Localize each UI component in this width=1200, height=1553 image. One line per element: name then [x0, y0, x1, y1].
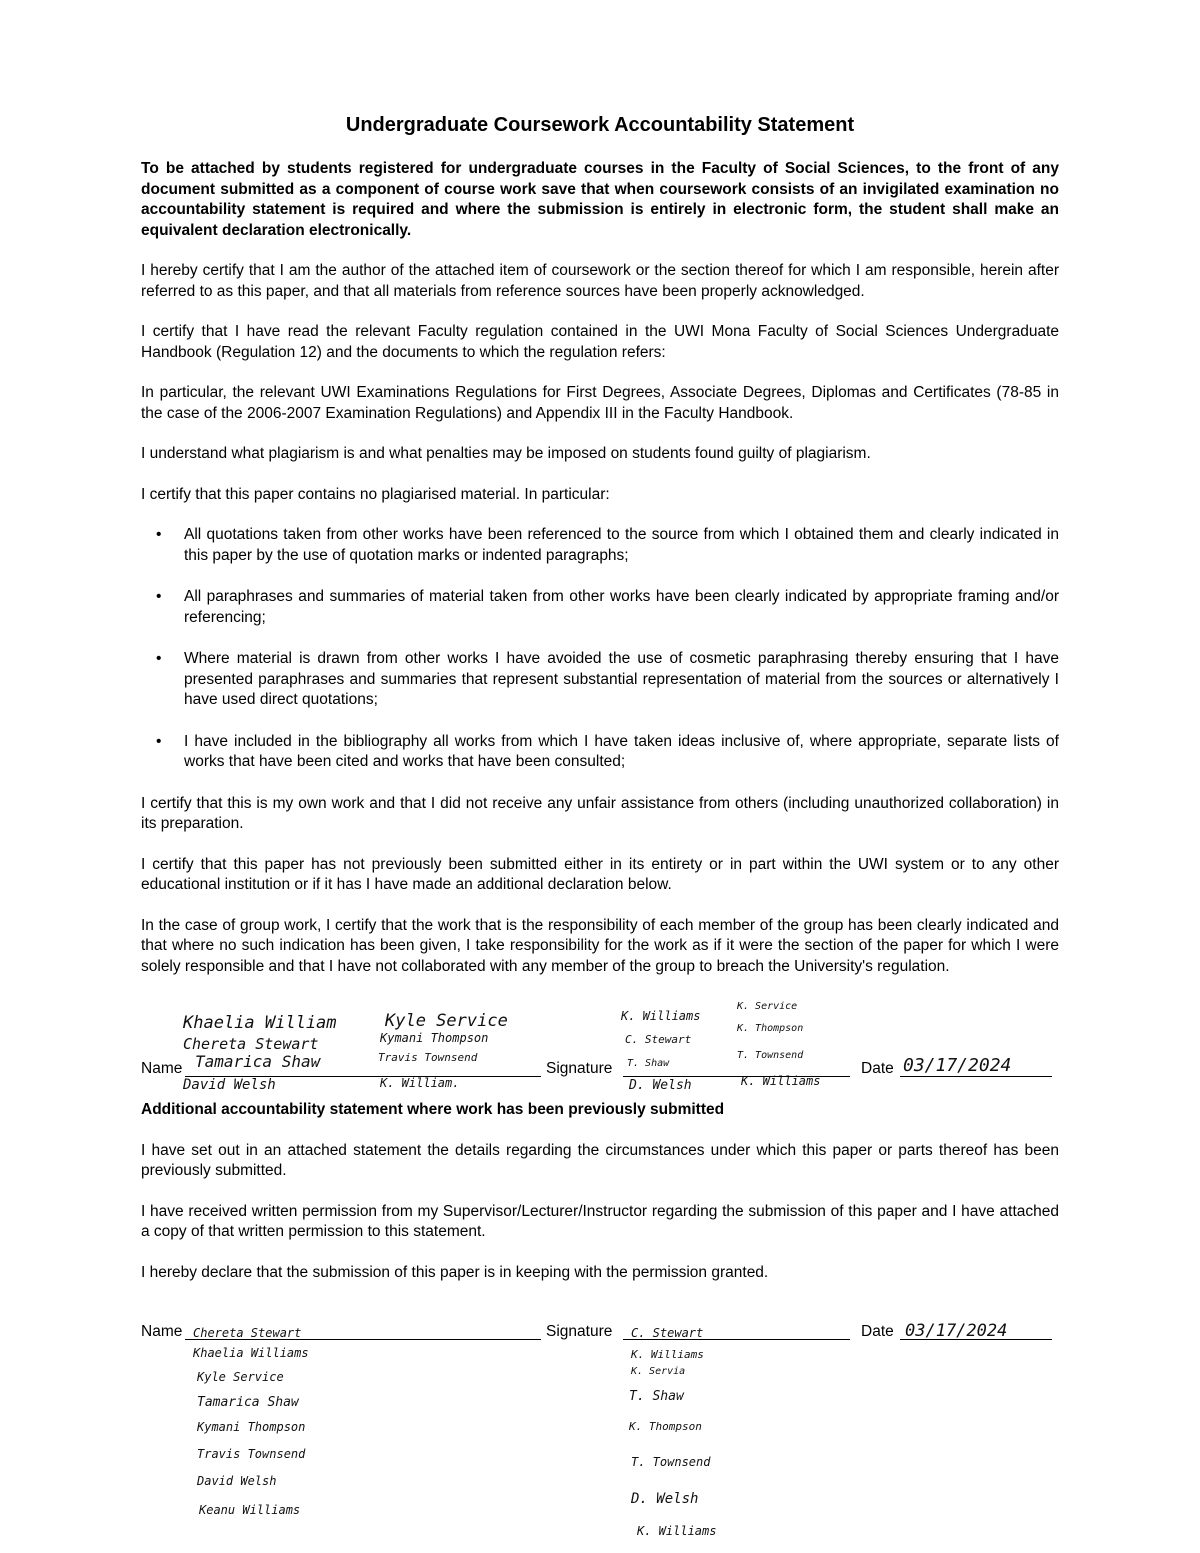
handwritten-name: Kyle Service [385, 1011, 508, 1031]
handwritten-name: David Welsh [183, 1077, 276, 1093]
handwritten-signature: K. Williams [621, 1009, 701, 1023]
name-line [185, 1339, 541, 1340]
date-line [900, 1339, 1052, 1340]
paragraph: In the case of group work, I certify that the work that is the responsibility of each member of the group has been clearly indicated and that where no such indication has been given, I take responsibility for the work as if it were the section of the paper for which I were solely responsible and that I have not collaborated with any member of the group to breach the University's regulation. [141, 916, 1059, 975]
handwritten-signature: K. Servia [631, 1366, 686, 1377]
paragraph: I certify that this is my own work and that I did not receive any unfair assistance from others (including unauthorized collaboration) in its preparation. [141, 794, 1059, 832]
handwritten-signature: C. Stewart [631, 1326, 704, 1340]
signature-line [623, 1339, 850, 1340]
paragraph: In particular, the relevant UWI Examinations Regulations for First Degrees, Associate Degrees, Diplomas and Certificates (78-85 in the case of the 2006-2007 Examination Regulations) and Appendix III in the Faculty Handbook. [141, 384, 1059, 422]
date-label: Date [861, 1060, 894, 1077]
date-label: Date [861, 1323, 894, 1340]
paragraph: I have set out in an attached statement the details regarding the circumstances under which this paper or parts thereof has been previously submitted. [141, 1141, 1059, 1179]
handwritten-name: Khaelia Williams [193, 1346, 309, 1360]
handwritten-signature: K. Thompson [737, 1023, 804, 1034]
handwritten-signature: K. Thompson [629, 1420, 702, 1433]
signature-label: Signature [546, 1323, 613, 1340]
handwritten-name: Keanu Williams [199, 1503, 301, 1517]
handwritten-name: Kymani Thompson [197, 1420, 306, 1434]
handwritten-signature: K. Williams [741, 1074, 821, 1088]
list-item: • Where material is drawn from other works I have avoided the use of cosmetic paraphrasing thereby ensuring that I have presented paraphrases and summaries that represent substantial representation of material from the sources or alternatively I have used direct quotations; [156, 650, 1059, 708]
paragraph: I certify that this paper contains no plagiarised material. In particular: [141, 485, 610, 503]
paragraph: I certify that I have read the relevant Faculty regulation contained in the UWI Mona Faculty of Social Sciences Undergraduate Handbook (Regulation 12) and the documents to which the regulation refers: [141, 323, 1059, 361]
paragraph: I understand what plagiarism is and what penalties may be imposed on students found guilty of plagiarism. [141, 445, 871, 462]
handwritten-signature: D. Welsh [631, 1491, 699, 1507]
name-line [185, 1076, 541, 1077]
page-title: Undergraduate Coursework Accountability Statement [345, 114, 855, 136]
name-label: Name [141, 1060, 183, 1077]
handwritten-date: 03/17/2024 [903, 1055, 1012, 1076]
paragraph: I certify that this paper has not previously been submitted either in its entirety or in part within the UWI system or to any other educational institution or if it has I have made an additional declaration below. [141, 855, 1059, 893]
handwritten-name: Kymani Thompson [380, 1031, 489, 1045]
list-item: • I have included in the bibliography all works from which I have taken ideas inclusive of, where appropriate, separate lists of works that have been cited and works that have been consulted; [156, 732, 1059, 770]
signature-label: Signature [546, 1060, 613, 1077]
handwritten-date: 03/17/2024 [905, 1321, 1008, 1341]
handwritten-signature: K. Williams [631, 1348, 704, 1361]
handwritten-signature: K. Service [737, 1001, 798, 1012]
handwritten-name: Travis Townsend [197, 1447, 306, 1461]
signature-line [623, 1076, 850, 1077]
statement-page [141, 114, 1059, 977]
handwritten-signature: T. Townsend [737, 1050, 804, 1061]
paragraph: I hereby certify that I am the author of the attached item of coursework or the section thereof for which I am responsible, herein after referred to as this paper, and that all materials from reference sources have been properly acknowledged. [141, 262, 1059, 300]
list-item: • All quotations taken from other works have been referenced to the source from which I obtained them and clearly indicated in this paper by the use of quotation marks or indented paragraphs; [156, 526, 1059, 564]
name-label: Name [141, 1323, 183, 1340]
date-line [900, 1076, 1052, 1077]
handwritten-name: Travis Townsend [378, 1051, 478, 1064]
handwritten-signature: D. Welsh [629, 1078, 692, 1093]
handwritten-name: David Welsh [197, 1474, 277, 1488]
handwritten-signature: K. Williams [637, 1524, 717, 1538]
handwritten-name: Tamarica Shaw [197, 1395, 299, 1410]
handwritten-signature: C. Stewart [625, 1033, 692, 1046]
handwritten-signature: T. Shaw [629, 1389, 684, 1404]
handwritten-name: Khaelia William [183, 1013, 337, 1033]
handwritten-name: Kyle Service [197, 1370, 284, 1384]
handwritten-name: K. William. [380, 1076, 460, 1090]
intro-paragraph: To be attached by students registered for undergraduate courses in the Faculty of Social Sciences, to the front of any document submitted as a component of course work save that when coursework consists of an invigilated examination no accountability statement is required and where the submission is entirely in electronic form, the student shall make an equivalent declaration electronically. [141, 160, 1059, 239]
handwritten-name: Chereta Stewart [183, 1035, 319, 1053]
additional-heading: Additional accountability statement where work has been previously submitted [141, 1101, 725, 1118]
handwritten-signature: T. Shaw [627, 1058, 670, 1069]
list-item: • All paraphrases and summaries of material taken from other works have been clearly indicated by appropriate framing and/or referencing; [156, 588, 1059, 626]
handwritten-name: Tamarica Shaw [195, 1052, 321, 1071]
paragraph: I have received written permission from my Supervisor/Lecturer/Instructor regarding the submission of this paper and I have attached a copy of that written permission to this statement. [141, 1202, 1059, 1240]
certification-list [141, 525, 1059, 773]
handwritten-name: Chereta Stewart [193, 1326, 302, 1340]
paragraph: I hereby declare that the submission of this paper is in keeping with the permission granted. [141, 1263, 769, 1281]
handwritten-signature: T. Townsend [631, 1455, 711, 1469]
